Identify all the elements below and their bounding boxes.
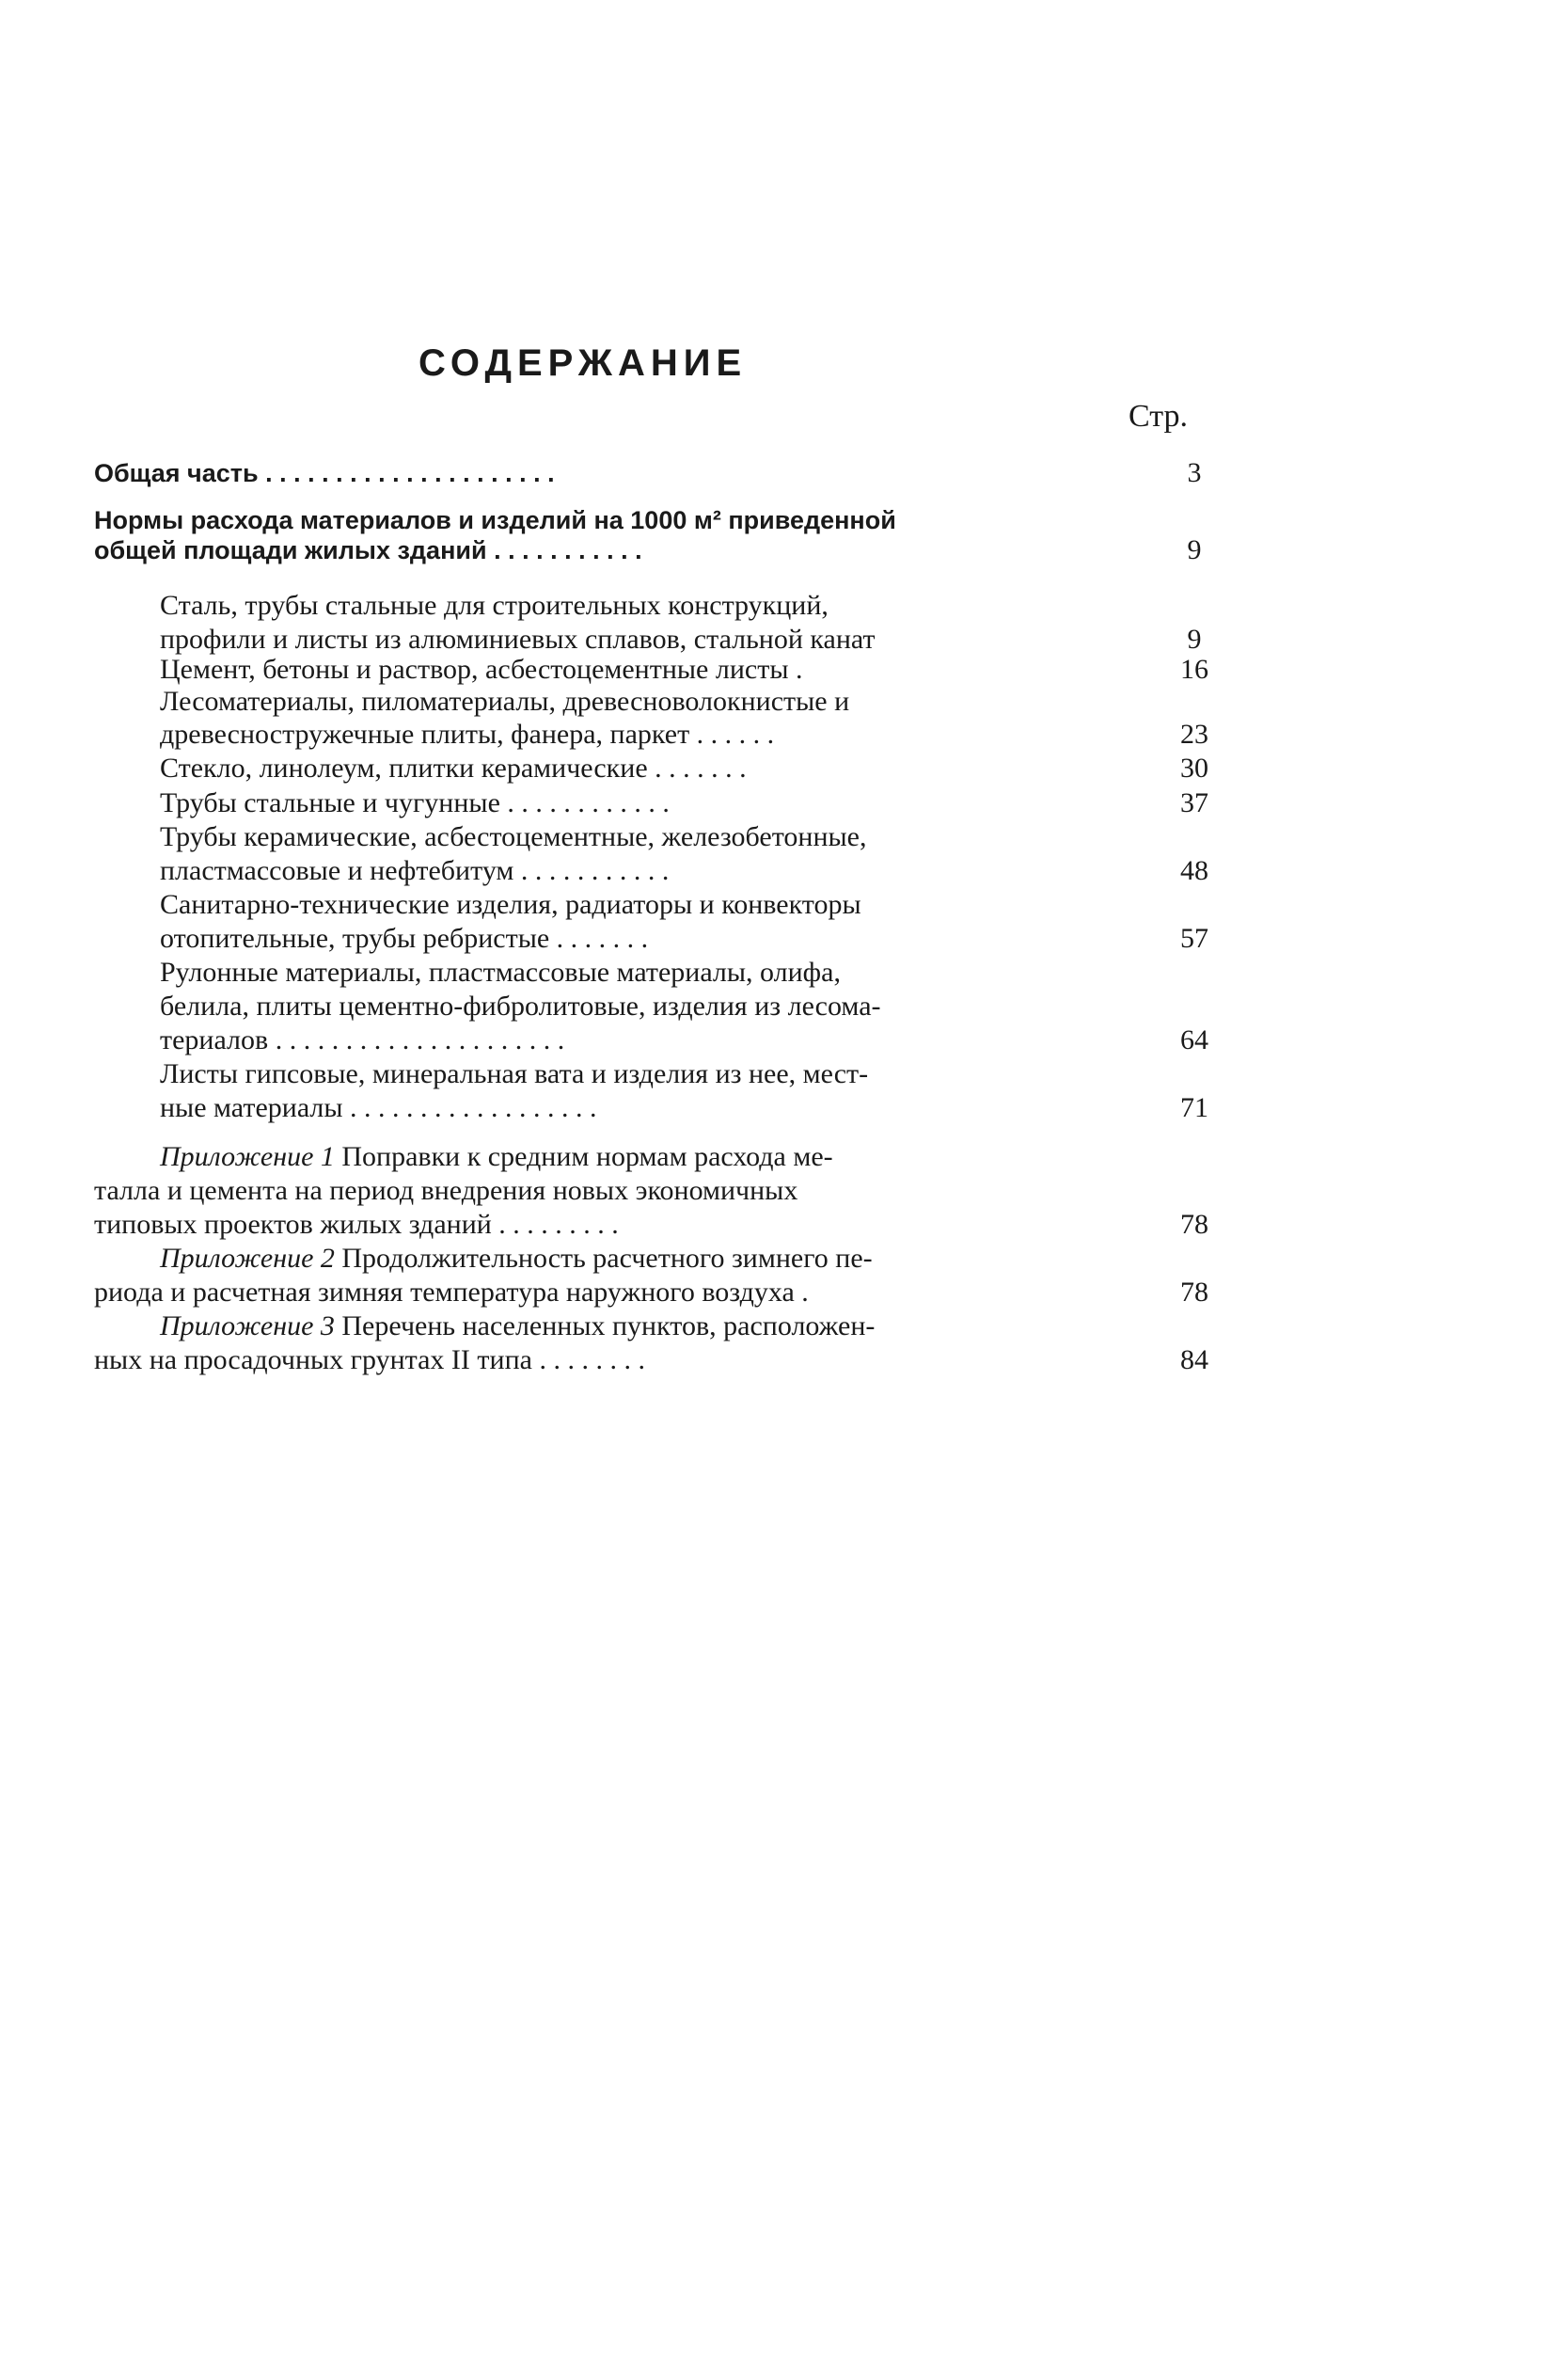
toc-entry-text: Продолжительность расчетного зимнего пе- bbox=[341, 1243, 873, 1274]
toc-entry-line: Трубы керамические, асбестоцементные, железобетонные, bbox=[160, 821, 867, 852]
toc-entry-text: Перечень населенных пунктов, расположен- bbox=[341, 1310, 876, 1341]
toc-page-number: 3 bbox=[1187, 457, 1202, 488]
toc-entry-line: риода и расчетная зимняя температура наружного воздуха . bbox=[94, 1277, 809, 1308]
appendix-label: Приложение 3 bbox=[160, 1310, 335, 1341]
toc-entry-line: белила, плиты цементно-фибролитовые, изделия из лесома- bbox=[160, 991, 881, 1022]
toc-entry-line: Санитарно-технические изделия, радиаторы и конвекторы bbox=[160, 889, 861, 920]
toc-entry-line: Стекло, линолеум, плитки керамические . . . . . . . bbox=[160, 753, 747, 784]
toc-entry-line: ных на просадочных грунтах II типа . . . . . . . . bbox=[94, 1344, 645, 1375]
toc-page-number: 71 bbox=[1180, 1092, 1208, 1123]
page-column-label: Стр. bbox=[1129, 399, 1189, 434]
toc-entry-line: талла и цемента на период внедрения новых экономичных bbox=[94, 1175, 798, 1206]
toc-entry-line: общей площади жилых зданий . . . . . . . . . . . bbox=[94, 536, 642, 564]
toc-page-number: 9 bbox=[1187, 624, 1202, 655]
toc-entry-line: древесностружечные плиты, фанера, паркет . . . . . . bbox=[160, 719, 775, 750]
toc-page-number: 30 bbox=[1180, 753, 1208, 784]
toc-entry-line: профили и листы из алюминиевых сплавов, стальной канат bbox=[160, 624, 876, 655]
toc-entry-line: Листы гипсовые, минеральная вата и изделия из нее, мест- bbox=[160, 1058, 869, 1089]
toc-page-number: 16 bbox=[1180, 654, 1208, 685]
page-title: СОДЕРЖАНИЕ bbox=[418, 342, 748, 384]
toc-entry-line: Трубы стальные и чугунные . . . . . . . . . . . . bbox=[160, 787, 670, 818]
toc-entry-line: Рулонные материалы, пластмассовые материалы, олифа, bbox=[160, 957, 841, 988]
appendix-label: Приложение 2 bbox=[160, 1243, 335, 1274]
toc-entry-line: типовых проектов жилых зданий . . . . . . . . . bbox=[94, 1209, 619, 1240]
toc-page-number: 48 bbox=[1180, 855, 1208, 886]
toc-page-number: 23 bbox=[1180, 719, 1208, 750]
toc-entry-line: Цемент, бетоны и раствор, асбестоцементные листы . bbox=[160, 654, 803, 685]
toc-entry-line: ные материалы . . . . . . . . . . . . . . . . . . bbox=[160, 1092, 597, 1123]
toc-appendix-line bbox=[160, 1309, 875, 1343]
toc-page-number: 37 bbox=[1180, 787, 1208, 818]
toc-entry-line: териалов . . . . . . . . . . . . . . . . . . . . . bbox=[160, 1024, 565, 1055]
toc-entry-line: пластмассовые и нефтебитум . . . . . . . . . . . bbox=[160, 855, 670, 886]
appendix-label: Приложение 1 bbox=[160, 1141, 335, 1172]
toc-page-number: 78 bbox=[1180, 1277, 1208, 1308]
toc-appendix-line bbox=[160, 1242, 873, 1276]
toc-entry-line: отопительные, трубы ребристые . . . . . . . bbox=[160, 923, 649, 954]
toc-entry-text: Поправки к средним нормам расхода ме- bbox=[341, 1141, 833, 1172]
toc-page-number: 57 bbox=[1180, 923, 1208, 954]
toc-appendix-line bbox=[160, 1140, 833, 1174]
toc-entry-line: Сталь, трубы стальные для строительных конструкций, bbox=[160, 590, 829, 621]
toc-page-number: 64 bbox=[1180, 1024, 1208, 1055]
toc-entry-line: Общая часть . . . . . . . . . . . . . . . . . . . . . bbox=[94, 459, 555, 487]
toc-page-number: 84 bbox=[1180, 1344, 1208, 1375]
toc-entry-line: Лесоматериалы, пиломатериалы, древесноволокнистые и bbox=[160, 686, 850, 717]
toc-page-number: 78 bbox=[1180, 1209, 1208, 1240]
toc-entry-line: Нормы расхода материалов и изделий на 1000 м² приведенной bbox=[94, 506, 896, 534]
toc-page-number: 9 bbox=[1187, 534, 1202, 565]
